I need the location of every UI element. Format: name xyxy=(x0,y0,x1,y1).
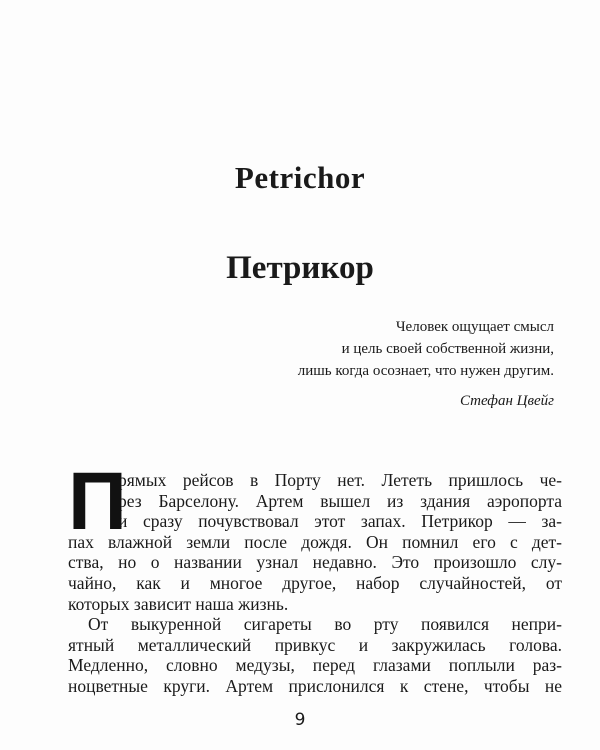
page-number: 9 xyxy=(294,710,306,730)
epigraph-line: лишь когда осознает, что нужен другим. xyxy=(297,363,554,379)
text-line: пах влажной земли после дождя. Он помнил его с дет- xyxy=(68,531,562,552)
text-line: ятный металлический привкус и закружилась голова. xyxy=(68,634,562,655)
text-line: От выкуренной сигареты во рту появился непри- xyxy=(88,614,562,635)
text-line: Медленно, словно медузы, перед глазами поплыли раз- xyxy=(68,655,562,676)
text-line: ства, но о названии узнал недавно. Это произошло слу- xyxy=(68,552,562,573)
body-text xyxy=(68,456,562,697)
text-line: рез Барселону. Артем вышел из здания аэропорта xyxy=(118,490,562,511)
chapter-title-russian: Петрикор xyxy=(226,250,374,286)
epigraph xyxy=(298,316,554,412)
text-line: которых зависит наша жизнь. xyxy=(68,593,289,614)
text-line: чайно, как и многое другое, набор случайностей, от xyxy=(68,572,562,593)
text-line: ноцветные круги. Артем прислонился к стене, чтобы не xyxy=(68,675,562,696)
drop-cap: П xyxy=(68,456,127,547)
epigraph-line: Человек ощущает смысл xyxy=(395,319,554,335)
epigraph-line: и цель своей собственной жизни, xyxy=(341,341,554,357)
text-line: рямых рейсов в Порту нет. Лететь пришлось че- xyxy=(118,470,562,490)
epigraph-author: Стефан Цвейг xyxy=(459,393,554,409)
chapter-title-english: Petrichor xyxy=(234,160,366,195)
text-line: и сразу почувствовал этот запах. Петрикор — за- xyxy=(118,511,562,532)
